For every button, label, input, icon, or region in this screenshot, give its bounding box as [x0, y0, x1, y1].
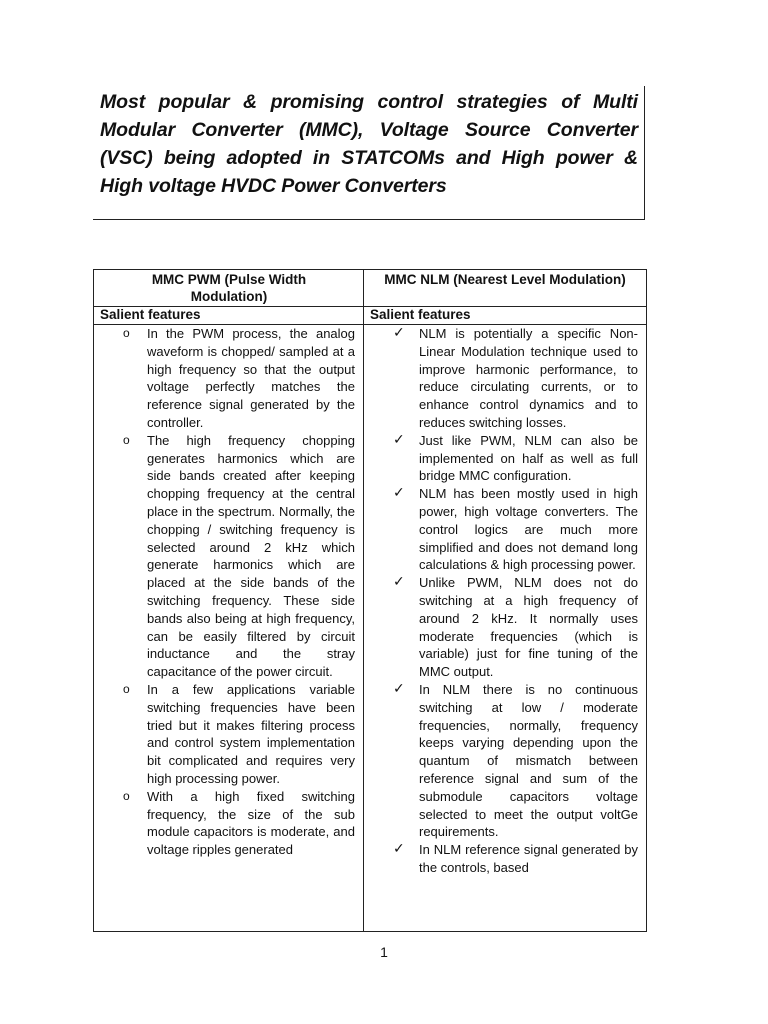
nlm-list-item	[393, 679, 638, 841]
nlm-item-text: NLM is potentially a specific Non-Linear Modulation technique used to improve harmonic performance, to reduce circulating currents, or to enhance control dynamics and to reduces switching losses.	[419, 326, 638, 430]
pwm-list-item	[123, 788, 355, 859]
circle-bullet-icon: o	[123, 432, 130, 447]
pwm-item-text: In a few applications variable switching frequencies have been tried but it makes filtering process and control system implementation bit complicated and requires very high processing power.	[147, 681, 355, 786]
pwm-column-header: MMC PWM (Pulse Width Modulation)	[151, 272, 307, 304]
pwm-salient-features-label: Salient features	[100, 307, 201, 322]
nlm-item-text: Just like PWM, NLM can also be implemented on half as well as full bridge MMC configuration.	[419, 432, 638, 484]
checkmark-bullet-icon: ✓	[393, 324, 405, 340]
document-title: Most popular & promising control strategies of Multi Modular Converter (MMC), Voltage Source Converter (VSC) being adopted in STATCOMs and High power & High voltage HVDC Power Converters	[100, 91, 638, 197]
nlm-item-text: In NLM reference signal generated by the controls, based	[419, 842, 638, 875]
nlm-item-text: In NLM there is no continuous switching at low / moderate frequencies, normally, frequency keeps varying depending upon the quantum of mismatch between reference signal and sum of the submodule capacitors voltage selected to meet the output voltGe requirements.	[419, 681, 638, 840]
pwm-item-text: The high frequency chopping generates harmonics which are side bands created after keeping chopping frequency at the central place in the spectrum. Normally, the chopping / switching frequency is selected around 2 kHz which generate harmonics which are placed at the side bands of the switching frequency. These side bands also being at high frequency, can be easily filtered by circuit inductance and the stray capacitance of the power circuit.	[147, 432, 355, 680]
checkmark-bullet-icon: ✓	[393, 430, 405, 447]
nlm-list-item	[393, 324, 638, 432]
nlm-column-header: MMC NLM (Nearest Level Modulation)	[384, 272, 626, 287]
nlm-features-list	[393, 324, 638, 877]
pwm-list-item	[123, 681, 355, 788]
pwm-list-item	[123, 325, 355, 432]
comparison-table	[93, 269, 647, 932]
circle-bullet-icon: o	[123, 788, 130, 803]
checkmark-bullet-icon: ✓	[393, 840, 405, 857]
nlm-salient-features-label: Salient features	[370, 307, 471, 322]
nlm-item-text: NLM has been mostly used in high power, high voltage converters. The control logics are much more simplified and does not demand long calculations & high processing power.	[419, 486, 638, 573]
pwm-list-item	[123, 432, 355, 681]
nlm-list-item	[393, 840, 638, 877]
checkmark-bullet-icon: ✓	[393, 484, 405, 501]
column-divider	[363, 270, 364, 931]
pwm-item-text: In the PWM process, the analog waveform is chopped/ sampled at a high frequency so that the output voltage perfectly matches the reference signal generated by the controller.	[147, 326, 355, 430]
nlm-list-item	[393, 430, 638, 485]
nlm-list-item	[393, 484, 638, 574]
page-number: 1	[380, 944, 388, 960]
title-box	[93, 86, 645, 220]
pwm-features-list	[123, 325, 355, 859]
circle-bullet-icon: o	[123, 326, 130, 340]
circle-bullet-icon: o	[123, 681, 130, 696]
pwm-item-text: With a high fixed switching frequency, the size of the sub module capacitors is moderate, and voltage ripples generated	[147, 788, 355, 858]
checkmark-bullet-icon: ✓	[393, 573, 405, 590]
nlm-item-text: Unlike PWM, NLM does not do switching at a high frequency of around 2 kHz. It normally uses moderate frequencies (which is variable) just for fine tuning of the MMC output.	[419, 575, 638, 680]
nlm-list-item	[393, 573, 638, 681]
checkmark-bullet-icon: ✓	[393, 679, 405, 696]
